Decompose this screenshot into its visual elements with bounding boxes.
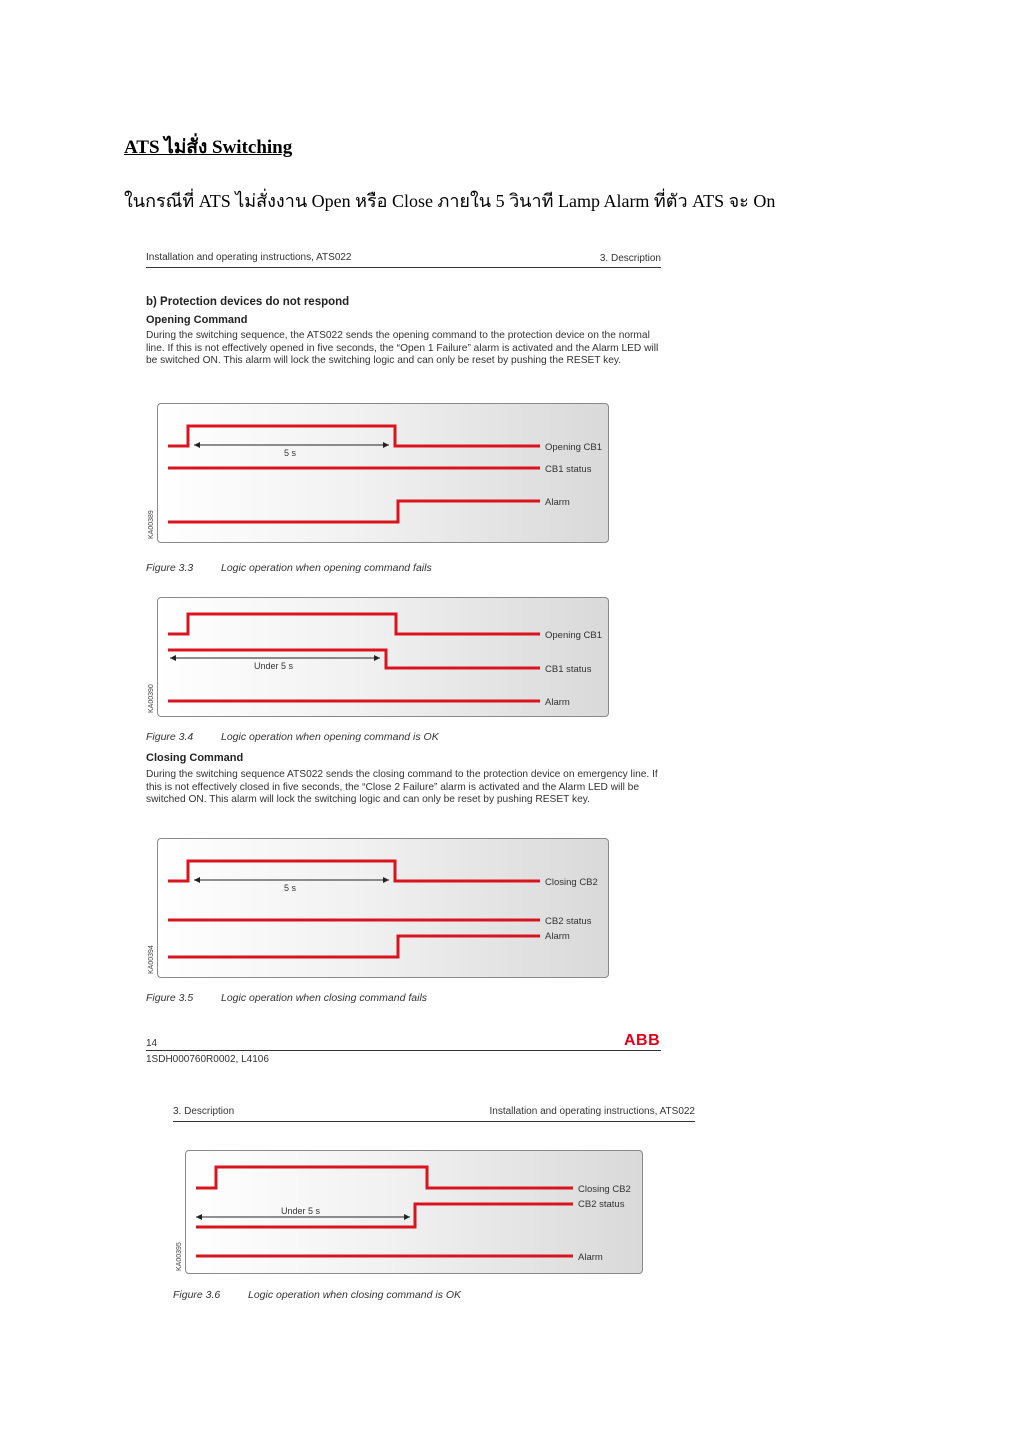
signal-label-alarm: Alarm [545,697,570,708]
figure-caption-text: Logic operation when closing command is OK [248,1289,462,1301]
signal-label-closing-cb2: Closing CB2 [578,1184,631,1195]
figure-code: KA00389 [148,510,155,539]
figure-3-6-svg [176,1151,642,1273]
signal-label-cb1-status: CB1 status [545,464,592,475]
thai-title: ATS ไม่สั่ง Switching [124,137,293,158]
dimension-label: Under 5 s [254,661,294,671]
dimension-label: 5 s [284,883,297,893]
figure-3-4-svg [148,598,608,716]
signal-label-alarm: Alarm [578,1252,603,1263]
arrow-head-right [383,877,389,883]
opening-cb1-signal-line [168,614,540,634]
signal-label-cb2-status: CB2 status [578,1199,625,1210]
figure-caption-text: Logic operation when closing command fails [221,992,428,1004]
figure-number: Figure 3.3 [146,562,194,574]
figure-caption-text: Logic operation when opening command fails [221,562,432,574]
signal-label-alarm: Alarm [545,931,570,942]
opening-command-heading: Opening Command [146,314,248,326]
alarm-signal-line [168,501,540,522]
cb2-status-signal-line [196,1204,573,1227]
doc-code: 1SDH000760R0002, L4106 [146,1054,269,1065]
section-heading: b) Protection devices do not respond [146,296,350,308]
figure-3-5-caption [146,992,566,1004]
figure-3-3-caption [146,562,566,574]
opening-command-text: During the switching sequence, the ATS022 sends the opening command to the protection device on the normal line. If this is not effectively opened in five seconds, the “Open 1 Failure” alarm is activated and the Alarm LED will be switched ON. This alarm will lock the switching logic and can only be reset by pushing the RESET key. [146,330,659,366]
page1-footer-rule [146,1050,661,1051]
abb-logo: ABB [624,1032,661,1049]
thai-description: ในกรณีที่ ATS ไม่สั่งงาน Open หรือ Close ภายใน 5 วินาที Lamp Alarm ที่ตัว ATS จะ On [124,191,776,211]
figure-3-4-diagram [148,597,609,717]
closing-command-text: During the switching sequence ATS022 sends the closing command to the protection device on emergency line. If this is not effectively closed in five seconds, the “Close 2 Failure” alarm is activated and the Alarm LED will be switched ON. This alarm will lock the switching logic and can only be reset by pushing RESET key. [146,769,658,805]
alarm-signal-line [168,936,540,957]
arrow-head-right [374,655,380,661]
figure-3-6-caption [173,1289,593,1301]
figure-number: Figure 3.6 [173,1289,221,1301]
arrow-head-right [404,1214,410,1220]
page1-header-right: 3. Description [599,253,661,264]
figure-3-5-svg [148,839,608,977]
figure-3-3-svg [148,404,608,542]
dimension-label: 5 s [284,448,297,458]
figure-code: KA00395 [176,1242,183,1271]
page2-header-rule [173,1121,695,1122]
signal-label-closing-cb2: Closing CB2 [545,877,598,888]
signal-label-cb1-status: CB1 status [545,664,592,675]
figure-code: KA00390 [148,684,155,713]
figure-caption-text: Logic operation when opening command is OK [221,731,439,743]
arrow-head-right [383,442,389,448]
signal-label-cb2-status: CB2 status [545,916,592,927]
figure-number: Figure 3.5 [146,992,194,1004]
arrow-head-left [170,655,176,661]
cb1-status-signal-line [168,650,540,668]
figure-3-3-diagram [148,403,609,543]
arrow-head-left [194,877,200,883]
figure-number: Figure 3.4 [146,731,194,743]
figure-3-6-diagram [176,1150,643,1274]
signal-label-opening-cb1: Opening CB1 [545,442,603,453]
opening-cb1-signal-line [168,426,540,446]
closing-cb2-signal-line [196,1167,573,1188]
signal-label-alarm: Alarm [545,497,570,508]
page-number: 14 [146,1038,158,1049]
closing-cb2-signal-line [168,861,540,881]
figure-3-4-caption [146,731,566,743]
signal-label-opening-cb1: Opening CB1 [545,630,603,641]
page1-header-left: Installation and operating instructions, ATS022 [146,252,352,263]
figure-3-5-diagram [148,838,609,978]
arrow-head-left [194,442,200,448]
page1-header-rule [146,267,661,268]
figure-code: KA00394 [148,945,155,974]
page2-header-right: Installation and operating instructions, ATS022 [489,1106,695,1117]
page2-header-left: 3. Description [173,1106,235,1117]
arrow-head-left [196,1214,202,1220]
dimension-label: Under 5 s [281,1206,321,1216]
closing-command-heading: Closing Command [146,752,244,764]
